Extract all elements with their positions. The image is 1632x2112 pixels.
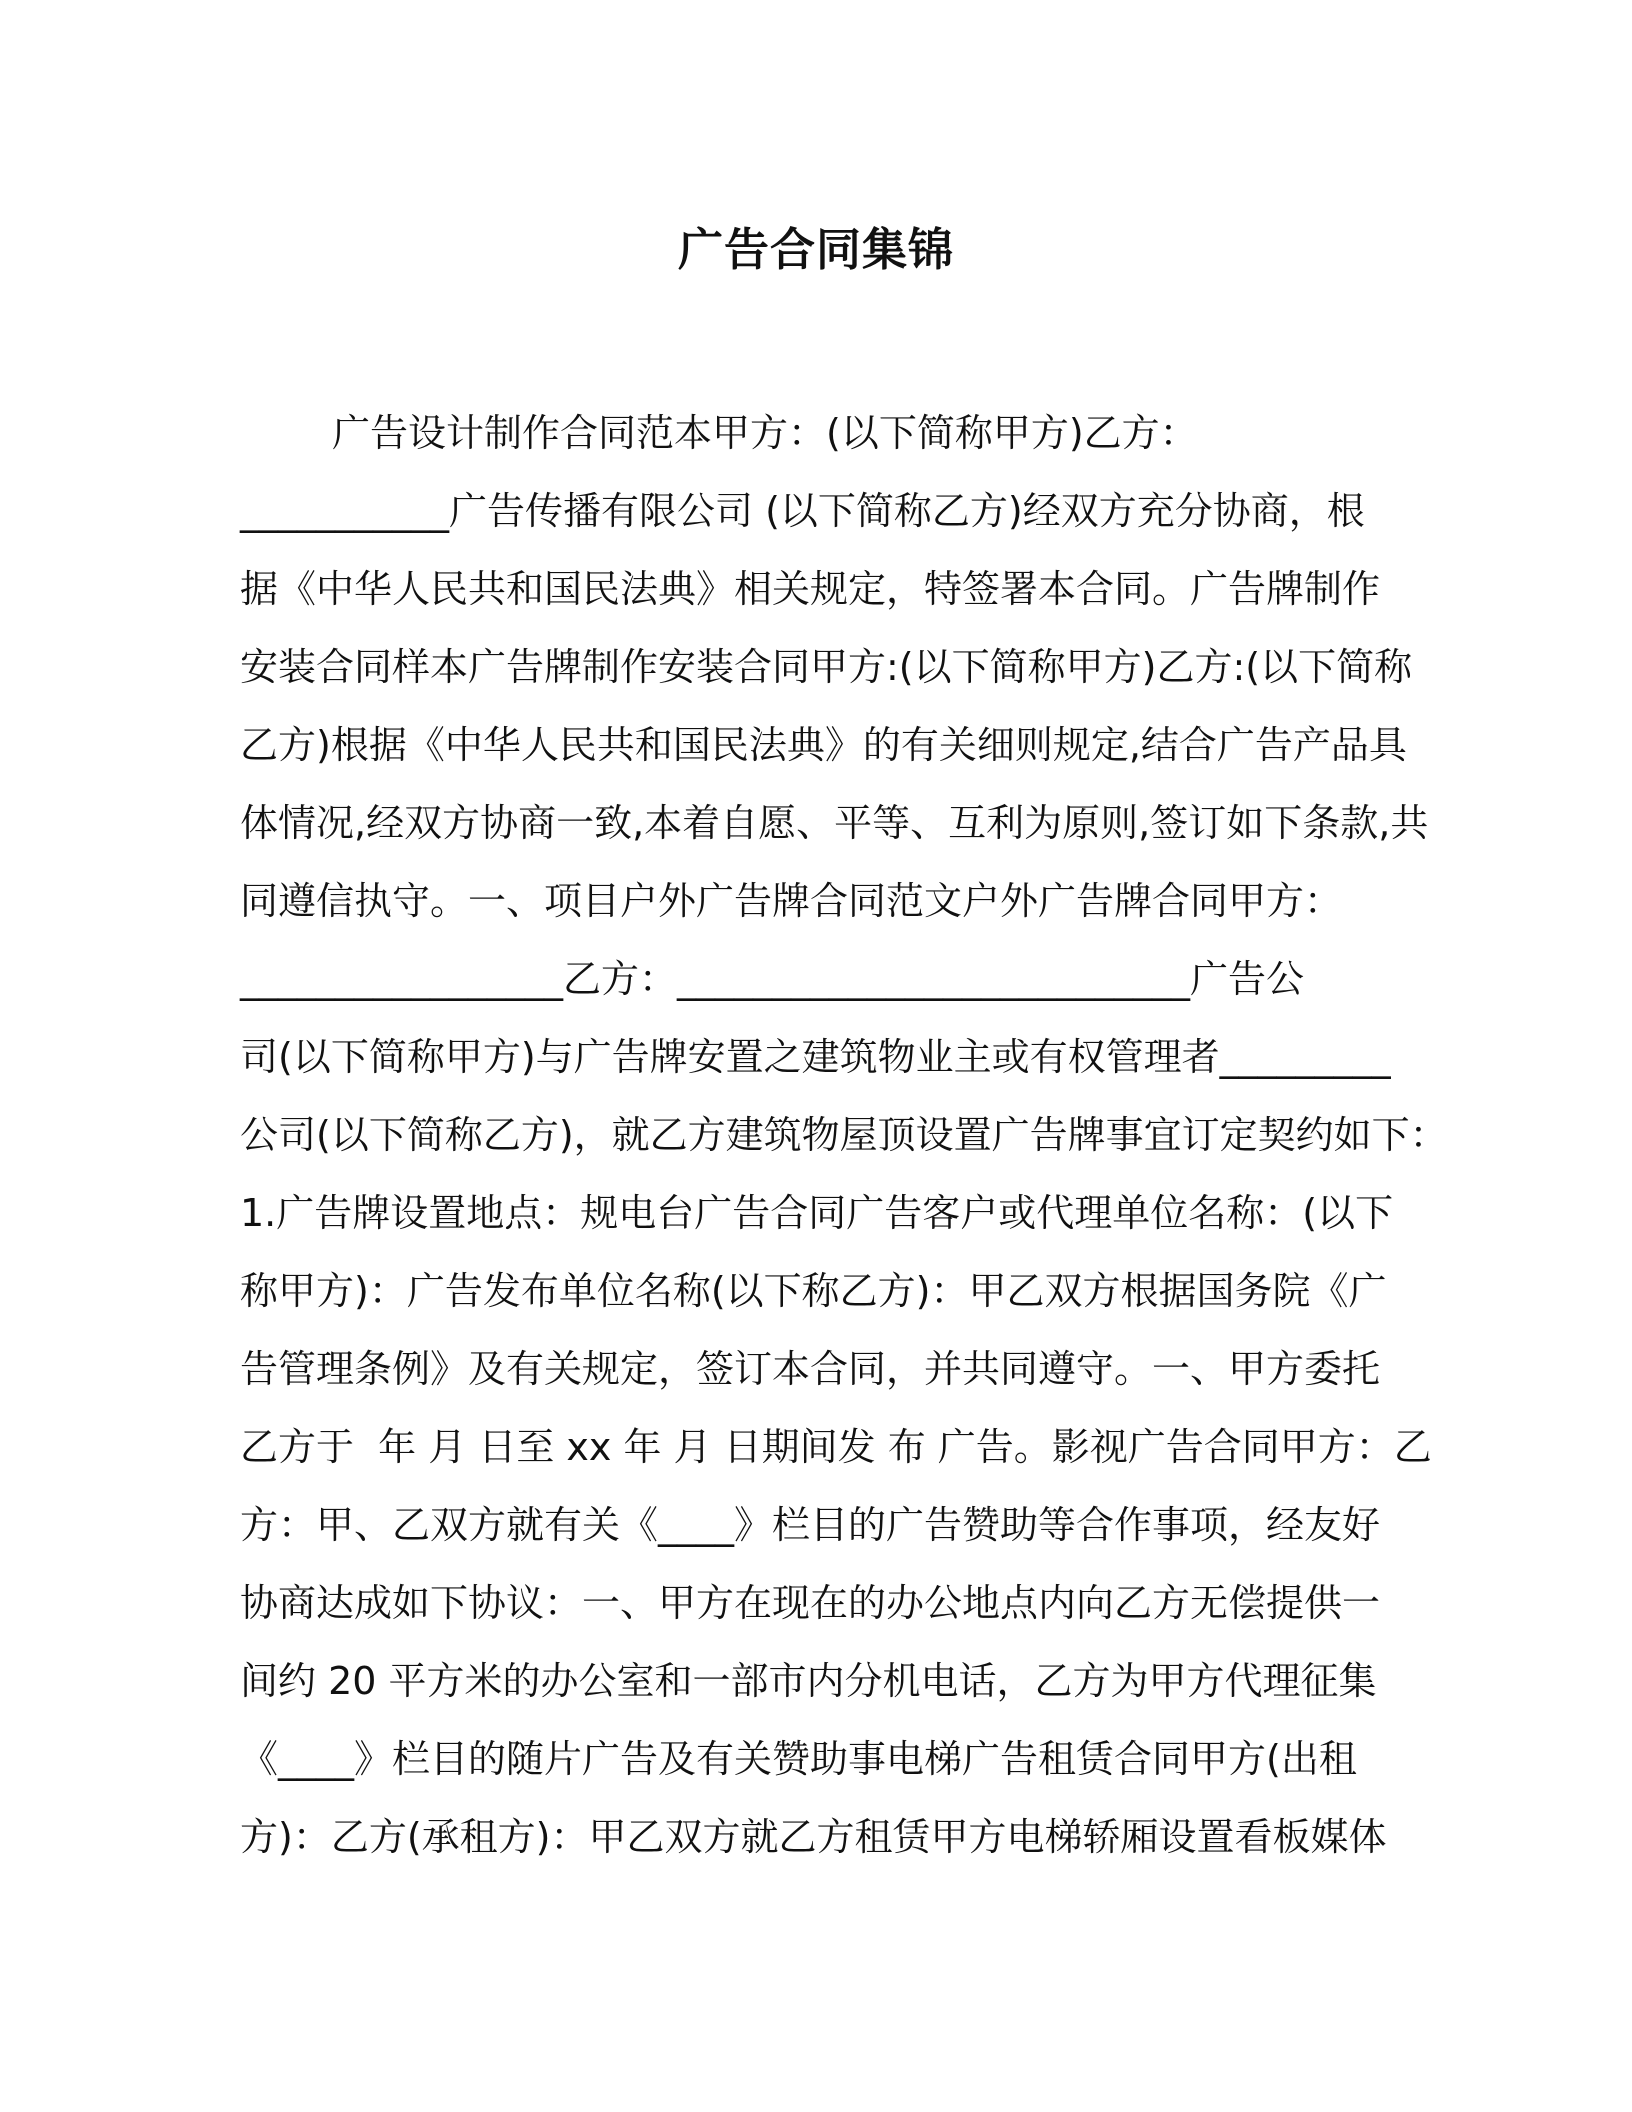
body-line: 乙方于 年 月 日至 xx 年 月 日期间发 布 广告。影视广告合同甲方：乙 [240,1425,1432,1469]
body-line: 同遵信执守。一、项目户外广告牌合同范文户外广告牌合同甲方： [240,879,1343,923]
body-line: _________________乙方：___________________________广告公 [240,957,1305,1001]
body-line: 据《中华人民共和国民法典》相关规定，特签署本合同。广告牌制作 [240,567,1381,611]
body-line: 称甲方)：广告发布单位名称(以下称乙方)：甲乙双方根据国务院《广 [240,1269,1387,1313]
body-line: 《____》栏目的随片广告及有关赞助事电梯广告租赁合同甲方(出租 [240,1737,1357,1781]
body-line: 安装合同样本广告牌制作安装合同甲方:(以下简称甲方)乙方:(以下简称 [240,645,1413,689]
body-line: ___________广告传播有限公司 (以下简称乙方)经双方充分协商，根 [240,489,1365,533]
body-line: 方：甲、乙双方就有关《____》栏目的广告赞助等合作事项，经友好 [240,1503,1381,1547]
body-line: 公司(以下简称乙方)，就乙方建筑物屋顶设置广告牌事宜订定契约如下： [240,1113,1448,1157]
body-line: 1.广告牌设置地点：规电台广告合同广告客户或代理单位名称：(以下 [240,1191,1394,1235]
body-line: 广告设计制作合同范本甲方：(以下简称甲方)乙方： [332,411,1198,455]
body-line: 间约 20 平方米的办公室和一部市内分机电话，乙方为甲方代理征集 [240,1659,1377,1703]
document-title: 广告合同集锦 [677,223,954,276]
body-line: 乙方)根据《中华人民共和国民法典》的有关细则规定,结合广告产品具 [240,723,1407,767]
body-line: 协商达成如下协议：一、甲方在现在的办公地点内向乙方无偿提供一 [240,1581,1381,1625]
document-body [240,394,1448,1876]
body-line: 司(以下简称甲方)与广告牌安置之建筑物业主或有权管理者_________ [240,1035,1391,1079]
body-line: 体情况,经双方协商一致,本着自愿、平等、互利为原则,签订如下条款,共 [240,801,1429,845]
body-line: 告管理条例》及有关规定，签订本合同，并共同遵守。一、甲方委托 [240,1347,1381,1391]
body-line: 方)：乙方(承租方)：甲乙双方就乙方租赁甲方电梯轿厢设置看板媒体 [240,1815,1387,1859]
